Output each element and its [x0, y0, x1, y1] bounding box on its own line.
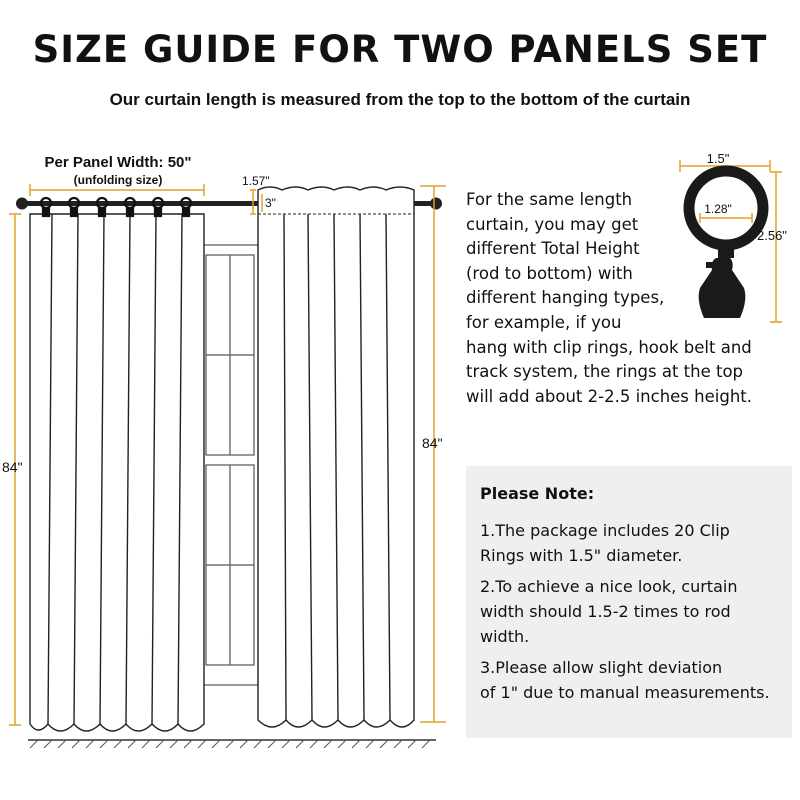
description-line: hang with clip rings, hook belt and	[466, 337, 752, 357]
ring-height-label: 2.56"	[757, 228, 787, 243]
unfolding-size-label: (unfolding size)	[73, 173, 163, 187]
note-item-3	[480, 655, 770, 705]
note-line: 1.The package includes 20 Clip	[480, 521, 730, 540]
note-line: Rings with 1.5" diameter.	[480, 546, 683, 565]
description-line: track system, the rings at the top	[466, 362, 744, 382]
note-line: of 1" due to manual measurements.	[480, 683, 770, 702]
right-length-label: 84"	[422, 435, 443, 451]
note-line: width should 1.5-2 times to rod	[480, 602, 731, 621]
floor	[28, 740, 436, 748]
ring-inner-label: 1.28"	[704, 202, 732, 216]
window	[202, 245, 258, 685]
description-line: (rod to bottom) with	[466, 263, 633, 283]
note-item-2	[480, 574, 737, 649]
description-line: different Total Height	[466, 239, 640, 259]
hanging-description	[466, 188, 786, 409]
page-title: SIZE GUIDE FOR TWO PANELS SET	[32, 28, 768, 71]
note-line: 3.Please allow slight deviation	[480, 658, 723, 677]
left-curtain-panel	[30, 214, 204, 731]
left-length-label: 84"	[2, 459, 23, 475]
description-line: different hanging types,	[466, 288, 665, 308]
description-line: will add about 2-2.5 inches height.	[466, 386, 752, 406]
description-line: for example, if you	[466, 312, 622, 332]
note-line: 2.To achieve a nice look, curtain	[480, 577, 738, 596]
page-subtitle: Our curtain length is measured from the top to the bottom of the curtain	[109, 90, 691, 109]
note-title: Please Note:	[480, 484, 595, 503]
description-line: For the same length	[466, 190, 633, 209]
note-item-1	[480, 518, 730, 568]
note-line: width.	[480, 627, 530, 646]
rod-pocket-depth-label: 3"	[265, 196, 276, 210]
panel-width-label: Per Panel Width: 50"	[44, 154, 192, 171]
right-curtain-panel	[258, 187, 414, 727]
rod-pocket-top-label: 1.57"	[242, 174, 270, 188]
ring-outer-label: 1.5"	[706, 151, 730, 166]
note-box	[466, 466, 792, 738]
description-line: curtain, you may get	[466, 214, 639, 234]
